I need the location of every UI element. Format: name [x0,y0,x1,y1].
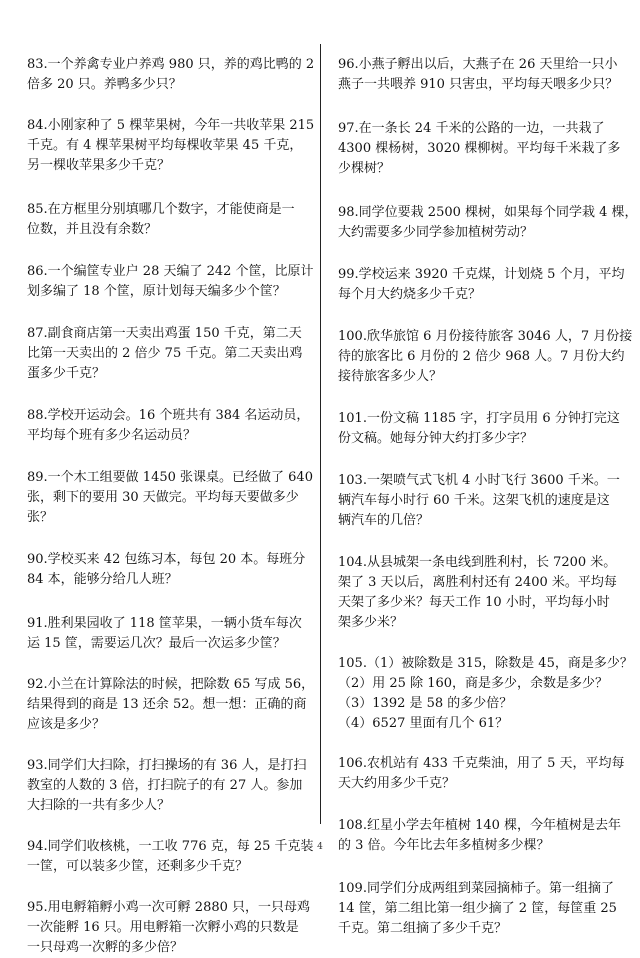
problem-line: 92.小兰在计算除法的时候，把除数 65 写成 56， [27,677,315,692]
problem-line: 的 3 倍。今年比去年多植树多少棵？ [338,838,550,853]
problem-line: 88.学校开运动会。16 个班共有 384 名运动员， [27,408,310,423]
problem-line: 少棵树？ [338,161,391,176]
problem-line: 大约需要多少同学参加植树劳动？ [338,225,534,240]
left-problem [27,55,315,95]
problem-line: （4）6527 里面有几个 61？ [338,716,509,731]
right-problem [338,471,620,531]
right-problem [338,409,620,449]
problem-line: 98.同学位要栽 2500 棵树，如果每个同学栽 4 棵， [338,205,638,220]
right-problem [338,553,617,633]
problem-line: 106.农机站有 433 千克柴油，用了 5 天，平均每 [338,756,625,771]
problem-line: 架多少米？ [338,615,404,630]
problem-line: 105.（1）被除数是 315，除数是 45，商是多少？ [338,656,633,671]
problem-line: 99.学校运来 3920 千克煤，计划烧 5 个月，平均 [338,267,625,282]
problem-line: 4300 棵杨树，3020 棵柳树。平均每千米栽了多 [338,141,621,156]
left-problem [27,756,307,816]
problem-line: 位数，并且没有余数？ [27,222,158,237]
problem-line: 架了 3 天以后，离胜利村还有 2400 米。平均每 [338,575,617,590]
problem-line: 93.同学们大扫除，打扫操场的有 36 人，是打扫 [27,758,307,773]
problem-line: 91.胜利果园收了 118 筐苹果，一辆小货车每次 [27,616,302,631]
problem-line: 结果得到的商是 13 还余 52。想一想：正确的商 [27,697,307,712]
problem-line: 101.一份文稿 1185 字，打字员用 6 分钟打完这 [338,411,620,426]
problem-line: 接待旅客多少人？ [338,369,443,384]
problem-line: 一只母鸡一次孵的多少倍？ [27,940,184,955]
problem-line: 86.一个编筐专业户 28 天编了 242 个筐，比原计 [27,264,314,279]
problem-line: 应该是多少？ [27,717,106,732]
problem-line: 份文稿。她每分钟大约打多少字？ [338,431,534,446]
left-problem [27,614,302,654]
left-problem [27,550,306,590]
left-problem [27,468,313,528]
problem-line: 比第一天卖出的 2 倍少 75 千克。第二天卖出鸡 [27,346,303,361]
problem-line: 平均每个班有多少名运动员？ [27,428,197,443]
problem-line: 108.红星小学去年植树 140 棵，今年植树是去年 [338,818,622,833]
problem-line: 天大约用多少千克？ [338,776,456,791]
problem-line: 89.一个木工组要做 1450 张课桌。已经做了 640 [27,470,313,485]
problem-line: 14 筐，第二组比第一组少摘了 2 筐，每筐重 25 [338,901,617,916]
problem-line: 运 15 筐，需要运几次？最后一次运多少筐？ [27,636,286,651]
problem-line: 天架了多少米？每天工作 10 小时，平均每小时 [338,595,610,610]
problem-line: （2）用 25 除 160，商是多少，余数是多少？ [338,676,609,691]
problem-line: 千克。第二组摘了多少千克？ [338,921,508,936]
problem-line: 辆汽车的几倍？ [338,513,430,528]
problem-line: 燕子一共喂养 910 只害虫，平均每天喂多少只？ [338,77,619,92]
problem-line: 一筐，可以装多少筐，还剩多少千克？ [27,859,249,874]
problem-line: 109.同学们分成两组到菜园摘柿子。第一组摘了 [338,881,614,896]
problem-line: 辆汽车每小时行 60 千米。这架飞机的速度是这 [338,493,610,508]
left-problem [27,406,310,446]
problem-line: 教室的人数的 3 倍，打扫院子的有 27 人。参加 [27,778,303,793]
right-problem [338,327,633,387]
problem-line: 83.一个养禽专业户养鸡 980 只，养的鸡比鸭的 2 [27,57,315,72]
problem-line: 一次能孵 16 只。用电孵箱一次孵小鸡的只数是 [27,920,299,935]
problem-line: 待的旅客比 6 月份的 2 倍少 968 人。7 月份大约 [338,349,625,364]
left-problem [27,898,311,958]
problem-line: 倍多 20 只。养鸭多少只？ [27,77,182,92]
right-problem [338,879,617,939]
column-divider [320,44,321,824]
problem-line: 103.一架喷气式飞机 4 小时飞行 3600 千米。一 [338,473,620,488]
right-problem [338,265,625,305]
right-problem [338,203,638,243]
problem-line: 张，剩下的要用 30 天做完。平均每天要做多少 [27,490,299,505]
page-number: 4 [317,842,323,852]
problem-line: （3）1392 是 58 的多少倍？ [338,696,513,711]
left-problem [27,116,315,176]
problem-line: 95.用电孵箱孵小鸡一次可孵 2880 只，一只母鸡 [27,900,311,915]
problem-line: 张？ [27,510,54,525]
problem-line: 96.小燕子孵出以后，大燕子在 26 天里给一只小 [338,57,618,72]
problem-line: 100.欣华旅馆 6 月份接待旅客 3046 人，7 月份接 [338,329,633,344]
problem-line: 大扫除的一共有多少人？ [27,798,171,813]
problem-line: 划多编了 18 个筐，原计划每天编多少个筐？ [27,284,286,299]
problem-line: 87.副食商店第一天卖出鸡蛋 150 千克，第二天 [27,326,302,341]
problem-line: 蛋多少千克？ [27,366,106,381]
problem-line: 85.在方框里分别填哪几个数字，才能使商是一 [27,202,295,217]
problem-line: 84.小刚家种了 5 棵苹果树，今年一共收苹果 215 [27,118,315,133]
problem-line: 千克。有 4 棵苹果树平均每棵收苹果 45 千克， [27,138,303,153]
left-column [27,55,315,958]
problem-line: 84 本，能够分给几人班？ [27,572,178,587]
problem-line: 90.学校买来 42 包练习本，每包 20 本。每班分 [27,552,306,567]
left-problem [27,262,314,302]
left-problem [27,200,299,240]
problem-line: 104.从县城架一条电线到胜利村，长 7200 米。 [338,555,617,570]
problem-line: 97.在一条长 24 千米的公路的一边，一共栽了 [338,121,605,136]
right-problem [338,119,621,179]
right-problem [338,55,619,95]
right-column [338,55,638,939]
right-problem [338,654,633,734]
left-problem [27,324,303,384]
problem-line: 每个月大约烧多少千克？ [338,287,482,302]
problem-line: 94.同学们收核桃，一工收 776 克，每 25 千克装 [27,839,314,854]
problem-line: 另一棵收苹果多少千克？ [27,158,171,173]
left-problem [27,675,315,735]
right-problem [338,754,625,794]
